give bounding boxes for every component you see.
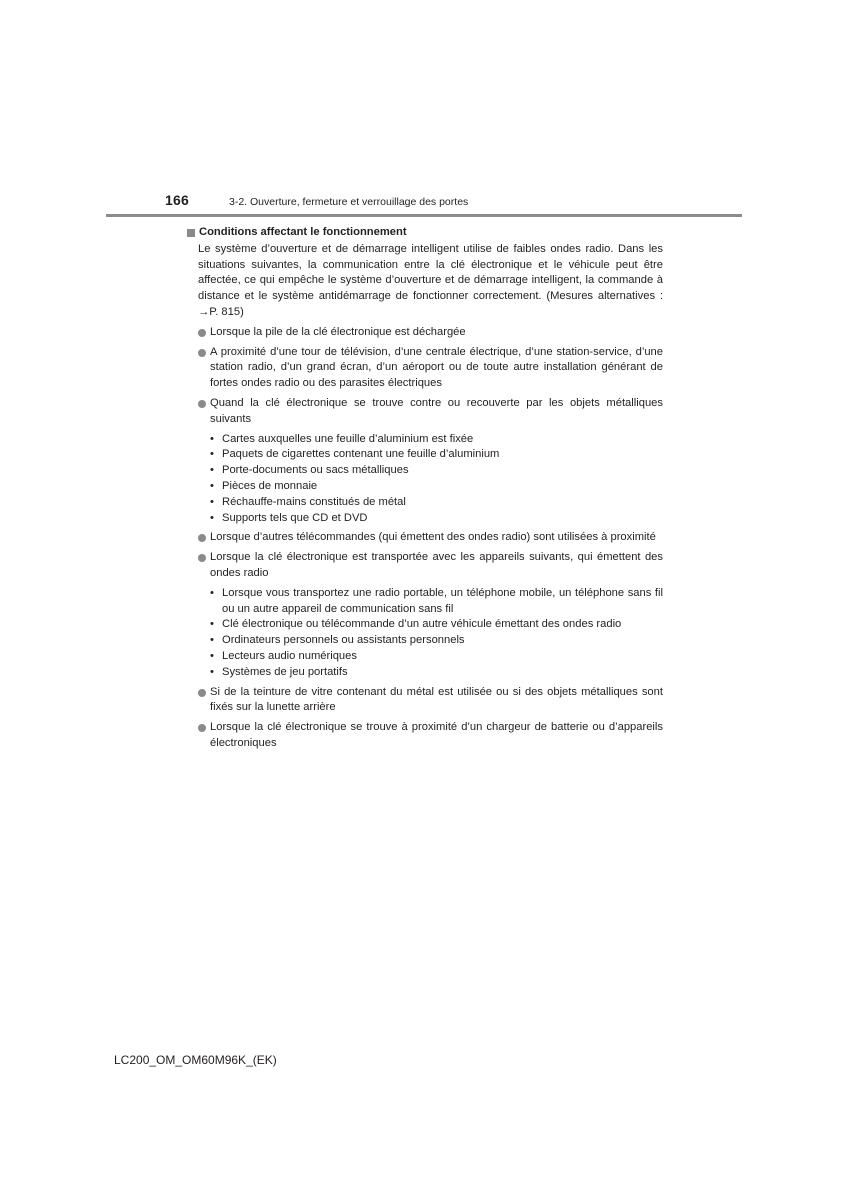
arrow-icon: →: [198, 305, 210, 318]
small-dot-icon: •: [210, 665, 214, 678]
footer-doc-code: LC200_OM_OM60M96K_(EK): [114, 1053, 277, 1067]
sub-list-item: [186, 447, 663, 463]
bullet-item: [186, 685, 663, 717]
bullet-list: [186, 325, 663, 752]
circle-bullet-icon: [198, 534, 206, 542]
bullet-text: Lorsque la pile de la clé électronique est déchargée: [210, 325, 466, 338]
sub-list-item: [186, 479, 663, 495]
bullet-item: [186, 325, 663, 341]
bullet-item: [186, 345, 663, 392]
sub-item-text: Lecteurs audio numériques: [222, 649, 357, 662]
small-dot-icon: •: [210, 511, 214, 524]
sub-item-text: Ordinateurs personnels ou assistants personnels: [222, 634, 465, 647]
sub-item-text: Lorsque vous transportez une radio portable, un téléphone mobile, un téléphone sans fil ou un autre appareil de communication sans fil: [222, 586, 663, 615]
header-rule: [106, 214, 742, 217]
bullet-text: Lorsque la clé électronique est transportée avec les appareils suivants, qui émettent des ondes radio: [210, 551, 663, 579]
small-dot-icon: •: [210, 649, 214, 662]
bullet-item: [186, 550, 663, 582]
bullet-item: [186, 530, 663, 546]
small-dot-icon: •: [210, 432, 214, 445]
bullet-text: Lorsque d’autres télécommandes (qui émettent des ondes radio) sont utilisées à proximité: [210, 531, 656, 544]
sub-list: [186, 432, 663, 527]
page-number: 166: [165, 192, 189, 208]
sub-item-text: Clé électronique ou télécommande d’un autre véhicule émettant des ondes radio: [222, 618, 622, 631]
small-dot-icon: •: [210, 479, 214, 492]
bullet-item: [186, 720, 663, 752]
bullet-text: Si de la teinture de vitre contenant du métal est utilisée ou si des objets métalliques sont fixés sur la lunette arrière: [210, 685, 663, 714]
small-dot-icon: •: [210, 586, 214, 599]
circle-bullet-icon: [198, 554, 206, 562]
small-dot-icon: •: [210, 495, 214, 508]
bullet-text: A proximité d’une tour de télévision, d’une centrale électrique, d’une station-service, d’une station radio, d’un grand écran, d’un aéroport ou de toute autre installation générant de fortes ondes radio ou des parasites électriques: [210, 345, 663, 390]
chapter-title: 3-2. Ouverture, fermeture et verrouillage des portes: [229, 196, 469, 208]
small-dot-icon: •: [210, 464, 214, 477]
circle-bullet-icon: [198, 329, 206, 337]
section-heading-text: Conditions affectant le fonctionnement: [199, 226, 407, 238]
small-dot-icon: •: [210, 618, 214, 631]
sub-list-item: [186, 665, 663, 681]
sub-list: [186, 586, 663, 681]
sub-list-item: [186, 649, 663, 665]
circle-bullet-icon: [198, 724, 206, 732]
intro-paragraph: [198, 242, 663, 321]
sub-list-item: [186, 511, 663, 527]
bullet-text: Quand la clé électronique se trouve contre ou recouverte par les objets métalliques suivants: [210, 396, 663, 425]
small-dot-icon: •: [210, 448, 214, 461]
sub-list-item: [186, 463, 663, 479]
circle-bullet-icon: [198, 349, 206, 357]
ref-prefix: (Mesures alternatives :: [546, 290, 664, 303]
circle-bullet-icon: [198, 689, 206, 697]
sub-item-text: Porte-documents ou sacs métalliques: [222, 464, 409, 477]
sub-item-text: Systèmes de jeu portatifs: [222, 665, 348, 678]
sub-item-text: Paquets de cigarettes contenant une feuille d’aluminium: [222, 448, 500, 461]
sub-item-text: Cartes auxquelles une feuille d’aluminium est fixée: [222, 432, 474, 445]
sub-item-text: Pièces de monnaie: [222, 479, 318, 492]
bullet-item: [186, 396, 663, 428]
sub-item-text: Supports tels que CD et DVD: [222, 511, 368, 524]
circle-bullet-icon: [198, 400, 206, 408]
sub-list-item: [186, 586, 663, 618]
content: [186, 225, 663, 752]
sub-list-item: [186, 495, 663, 511]
section-heading: [186, 225, 663, 241]
sub-list-item: [186, 617, 663, 633]
sub-list-item: [186, 633, 663, 649]
sub-list-item: [186, 432, 663, 448]
page-link[interactable]: P. 815): [209, 305, 244, 318]
bullet-text: Lorsque la clé électronique se trouve à proximité d’un chargeur de batterie ou d’appareils électroniques: [210, 721, 663, 749]
square-bullet-icon: [187, 229, 195, 237]
intro-text: Le système d’ouverture et de démarrage intelligent utilise de faibles ondes radio. Dans les situations suivantes, la communication entre la clé électronique et le véhicule peut être affectée, ce qui empêche le système d’ouverture et de démarrage intelligent, la commande à distance et le système antidémarrage de fonctionner correctement.: [198, 242, 663, 303]
small-dot-icon: •: [210, 634, 214, 647]
sub-item-text: Réchauffe-mains constitués de métal: [222, 495, 406, 508]
